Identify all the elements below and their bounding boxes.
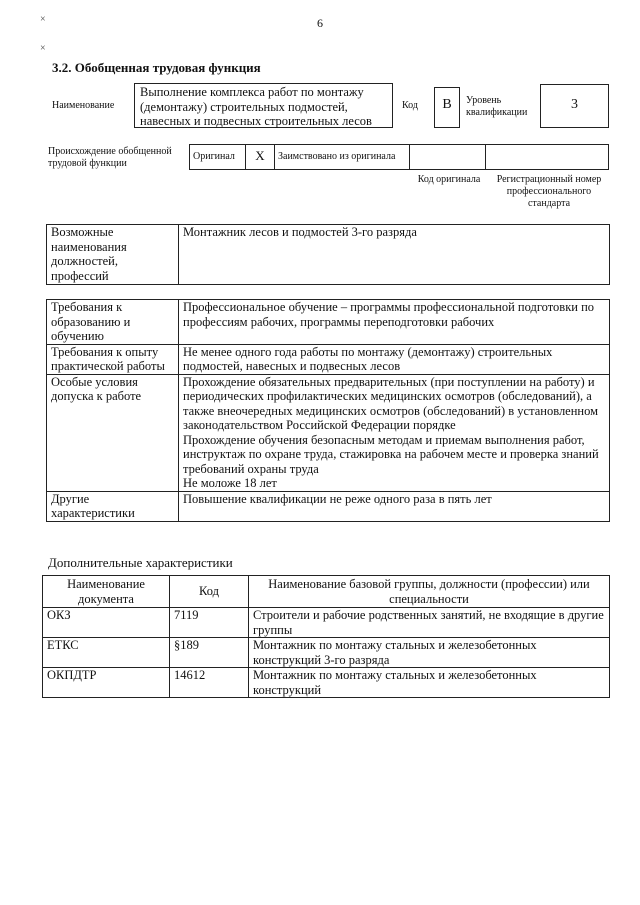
page-number: 6 bbox=[317, 16, 323, 30]
extra-doc: ОКЗ bbox=[43, 608, 170, 638]
reg-number-cell bbox=[485, 144, 609, 170]
level-box: 3 bbox=[540, 84, 609, 128]
professions-label: Возможные наименования должностей, профессий bbox=[47, 225, 179, 285]
req-label: Особые условия допуска к работе bbox=[47, 374, 179, 491]
req-value: Прохождение обязательных предварительных (при поступлении на работу) и периодических профилактических медицинских осмотров (обследований), а также внеочередных медицинских осмотров (обследований) в установленном законодательством Российской Федерации порядке Прохождение обучения безопасным методам и приемам выполнения работ, инструктаж по охране труда, стажировка на рабочем месте и проверка знаний требований охраны труда Не моложе 18 лет bbox=[179, 374, 610, 491]
level-label: Уровень квалификации bbox=[466, 95, 528, 118]
extra-code: §189 bbox=[170, 638, 249, 668]
req-label: Требования к образованию и обучению bbox=[47, 300, 179, 345]
table-row bbox=[43, 608, 610, 638]
original-label-cell: Оригинал bbox=[189, 144, 246, 170]
table-row bbox=[43, 668, 610, 698]
extra-name: Строители и рабочие родственных занятий, не входящие в другие группы bbox=[249, 608, 610, 638]
code-original-caption: Код оригинала bbox=[417, 174, 481, 185]
original-mark-cell: X bbox=[245, 144, 275, 170]
professions-table bbox=[46, 224, 610, 285]
requirements-table bbox=[46, 299, 610, 522]
code-label: Код bbox=[402, 100, 418, 111]
req-label: Другие характеристики bbox=[47, 491, 179, 521]
section-title: 3.2. Обобщенная трудовая функция bbox=[52, 60, 261, 75]
extra-code: 14612 bbox=[170, 668, 249, 698]
extra-name: Монтажник по монтажу стальных и железобетонных конструкций 3-го разряда bbox=[249, 638, 610, 668]
name-label: Наименование bbox=[52, 100, 115, 111]
professions-value: Монтажник лесов и подмостей 3-го разряда bbox=[179, 225, 610, 285]
req-value: Повышение квалификации не реже одного раза в пять лет bbox=[179, 491, 610, 521]
req-value: Не менее одного года работы по монтажу (демонтажу) строительных подмостей, навесных и подвесных лесов bbox=[179, 344, 610, 374]
extra-doc: ОКПДТР bbox=[43, 668, 170, 698]
borrowed-label-cell: Заимствовано из оригинала bbox=[274, 144, 410, 170]
table-row bbox=[43, 638, 610, 668]
extra-heading: Дополнительные характеристики bbox=[48, 555, 233, 570]
function-code-box: B bbox=[434, 87, 460, 128]
function-name-box: Выполнение комплекса работ по монтажу (демонтажу) строительных подмостей, навесных и подвесных строительных лесов bbox=[134, 83, 393, 128]
code-original-cell bbox=[409, 144, 486, 170]
req-value: Профессиональное обучение – программы профессиональной подготовки по профессиям рабочих, программы переподготовки рабочих bbox=[179, 300, 610, 345]
req-label: Требования к опыту практической работы bbox=[47, 344, 179, 374]
extra-header-name: Наименование базовой группы, должности (профессии) или специальности bbox=[249, 576, 610, 608]
margin-mark: × bbox=[40, 14, 46, 25]
extra-name: Монтажник по монтажу стальных и железобетонных конструкций bbox=[249, 668, 610, 698]
origin-label: Происхождение обобщенной трудовой функции bbox=[48, 146, 172, 169]
margin-mark: × bbox=[40, 43, 46, 54]
extra-header-doc: Наименование документа bbox=[43, 576, 170, 608]
extra-code: 7119 bbox=[170, 608, 249, 638]
reg-number-caption: Регистрационный номер профессионального стандарта bbox=[496, 174, 602, 209]
extra-doc: ЕТКС bbox=[43, 638, 170, 668]
extra-table bbox=[42, 575, 610, 698]
extra-header-code: Код bbox=[170, 576, 249, 608]
